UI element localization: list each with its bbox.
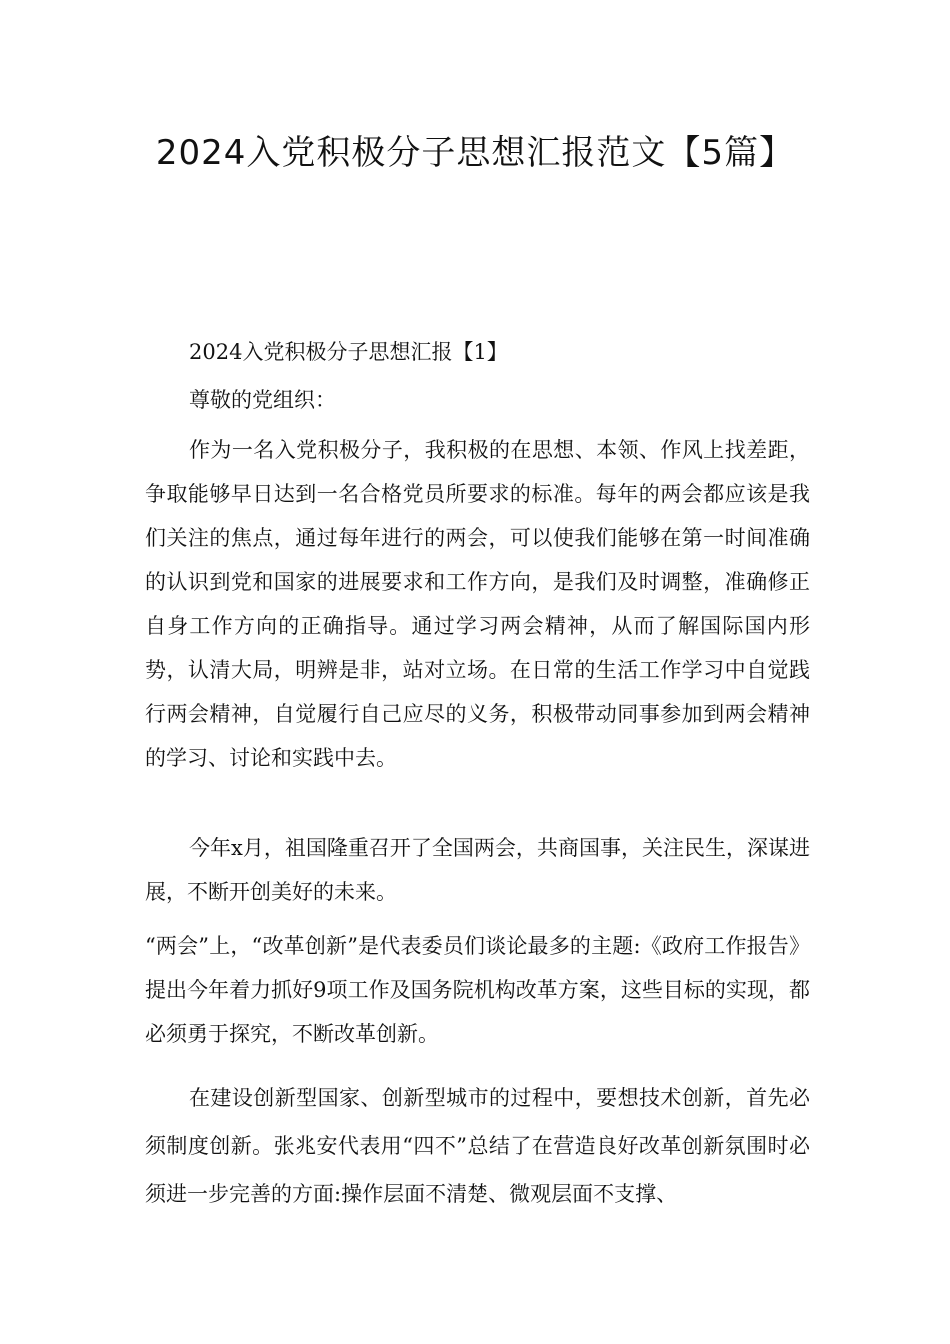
paragraph-2: 今年x月，祖国隆重召开了全国两会，共商国事，关注民生，深谋进展，不断开创美好的未来。	[145, 836, 810, 904]
paragraph-3: “两会”上，“改革创新”是代表委员们谈论最多的主题:《政府工作报告》提出今年着力抓好9项工作及国务院机构改革方案，这些目标的实现，都必须勇于探究，不断改革创新。	[145, 934, 810, 1046]
paragraph-4: 在建设创新型国家、创新型城市的过程中，要想技术创新，首先必须制度创新。张兆安代表用“四不”总结了在营造良好改革创新氛围时必须进一步完善的方面:操作层面不清楚、微观层面不支撑、	[145, 1086, 810, 1206]
document-title: 2024入党积极分子思想汇报范文【5篇】	[155, 133, 795, 173]
salutation: 尊敬的党组织：	[189, 388, 336, 412]
paragraph-1: 作为一名入党积极分子，我积极的在思想、本领、作风上找差距，争取能够早日达到一名合格党员所要求的标准。每年的两会都应该是我们关注的焦点，通过每年进行的两会，可以使我们能够在第一时间准确的认识到党和国家的进展要求和工作方向，是我们及时调整，准确修正自身工作方向的正确指导。通过学习两会精神，从而了解国际国内形势，认清大局，明辨是非，站对立场。在日常的生活工作学习中自觉践行两会精神，自觉履行自己应尽的义务，积极带动同事参加到两会精神的学习、讨论和实践中去。	[145, 438, 810, 770]
section-heading: 2024入党积极分子思想汇报【1】	[189, 340, 508, 364]
